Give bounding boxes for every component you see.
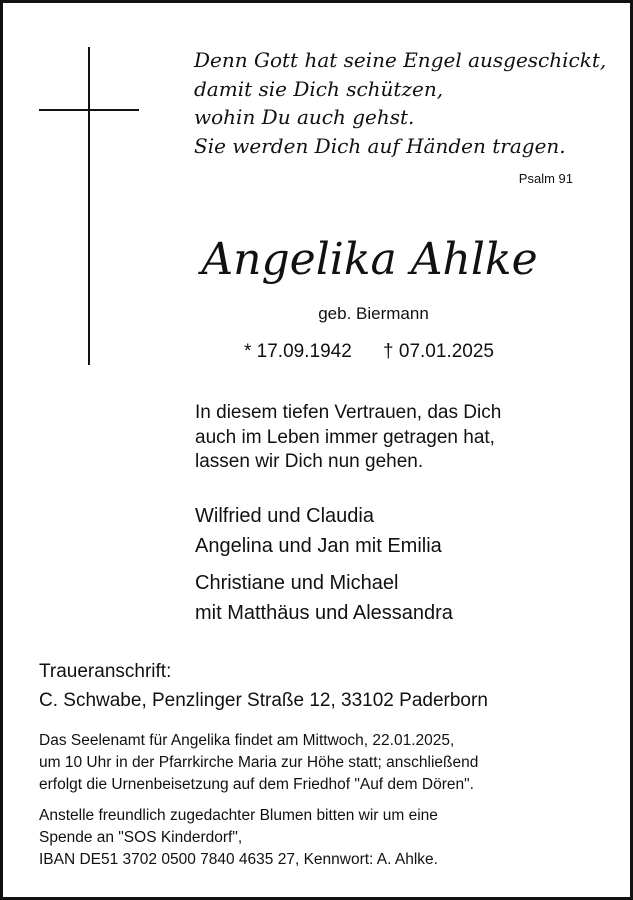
verse-line: damit sie Dich schützen,	[194, 76, 444, 101]
birth-name: geb. Biermann	[318, 304, 429, 323]
death-date: † 07.01.2025	[383, 341, 494, 362]
service-line: erfolgt die Urnenbeisetzung auf dem Friedhof "Auf dem Dören".	[39, 776, 474, 794]
farewell-text	[195, 401, 501, 475]
verse-line: wohin Du auch gehst.	[194, 105, 415, 129]
mourning-address	[39, 657, 488, 715]
birth-date: * 17.09.1942	[244, 341, 352, 362]
address-label: Traueranschrift:	[39, 661, 172, 682]
farewell-line: auch im Leben immer getragen hat,	[195, 426, 495, 448]
address-value: C. Schwabe, Penzlinger Straße 12, 33102 Paderborn	[39, 690, 488, 711]
verse	[194, 46, 606, 160]
family-member-line: mit Matthäus und Alessandra	[195, 602, 453, 624]
family-group	[195, 568, 453, 628]
farewell-line: lassen wir Dich nun gehen.	[195, 451, 424, 472]
family-member-line: Angelina und Jan mit Emilia	[195, 535, 442, 557]
donation-line: IBAN DE51 3702 0500 7840 4635 27, Kennwort: A. Ahlke.	[39, 851, 438, 869]
service-line: Das Seelenamt für Angelika findet am Mittwoch, 22.01.2025,	[39, 732, 455, 749]
family-member-line: Wilfried und Claudia	[195, 505, 374, 527]
donation-info	[39, 805, 438, 872]
donation-line: Spende an "SOS Kinderdorf",	[39, 829, 243, 847]
service-info	[39, 730, 478, 797]
deceased-name: Angelika Ahlke	[201, 234, 538, 285]
farewell-line: In diesem tiefen Vertrauen, das Dich	[195, 402, 502, 423]
family-group	[195, 501, 442, 561]
verse-line: Sie werden Dich auf Händen tragen.	[194, 133, 566, 158]
verse-source: Psalm 91	[518, 171, 573, 186]
cross-horizontal-bar	[39, 109, 139, 111]
life-dates	[244, 339, 494, 365]
donation-line: Anstelle freundlich zugedachter Blumen bitten wir um eine	[39, 807, 438, 824]
family-member-line: Christiane und Michael	[195, 572, 399, 594]
verse-line: Denn Gott hat seine Engel ausgeschickt,	[194, 48, 607, 72]
service-line: um 10 Uhr in der Pfarrkirche Maria zur Höhe statt; anschließend	[39, 754, 479, 772]
